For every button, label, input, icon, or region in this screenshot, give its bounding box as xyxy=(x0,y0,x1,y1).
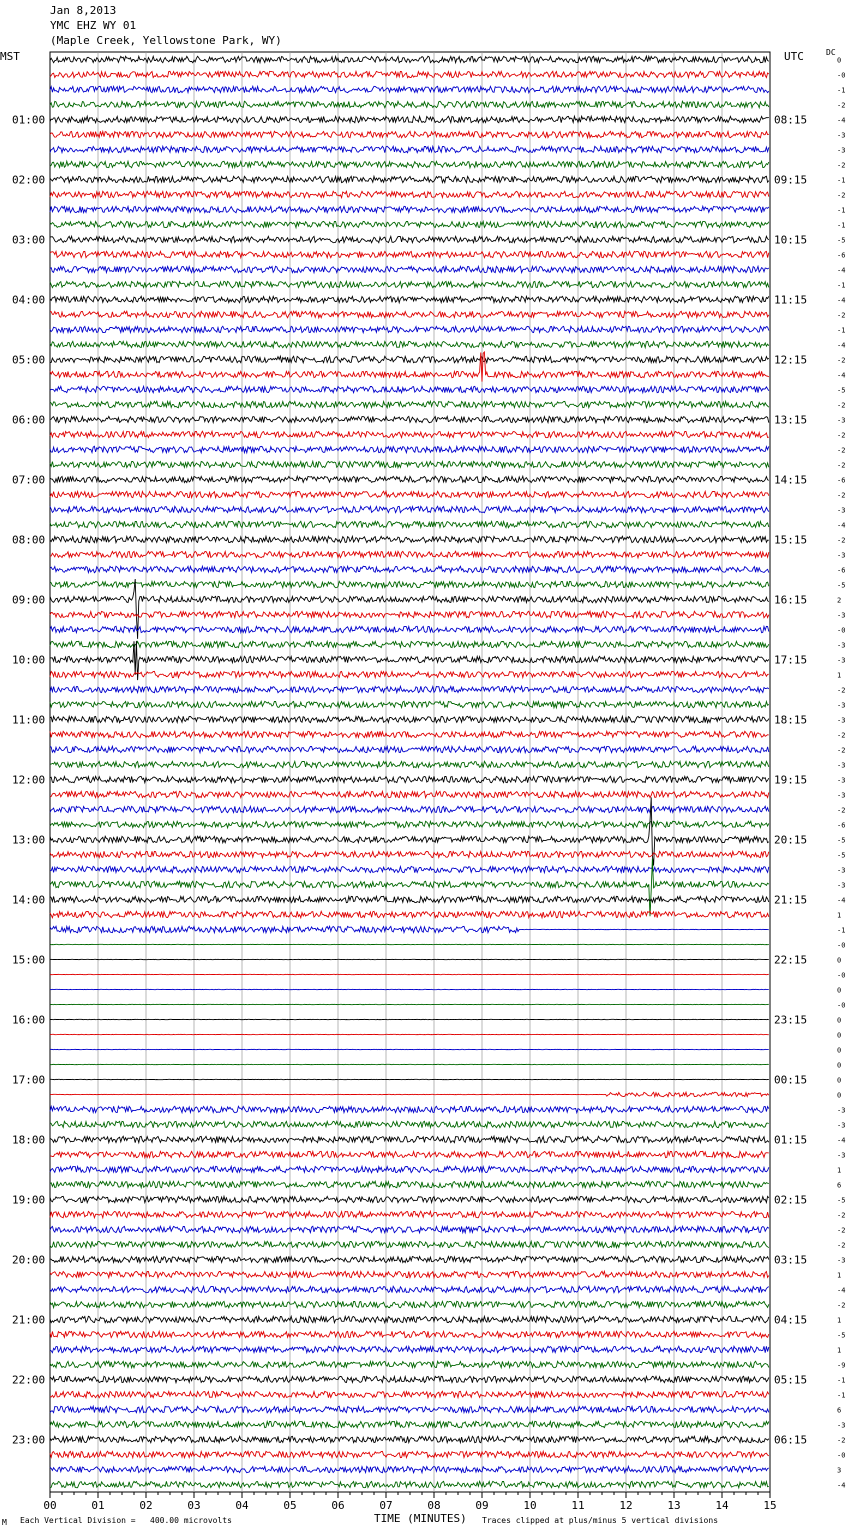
trace-row xyxy=(50,1481,769,1487)
right-hour-label: 10:15 xyxy=(774,233,808,247)
dc-offset-label: -2 xyxy=(837,101,846,110)
trace-row xyxy=(50,251,769,257)
trace-row xyxy=(50,446,769,452)
trace-row xyxy=(50,626,769,632)
trace-row xyxy=(50,1436,769,1442)
dc-offset-label: -1 xyxy=(837,1391,846,1400)
station-location: (Maple Creek, Yellowstone Park, WY) xyxy=(50,34,282,47)
dc-offset-label: -2 xyxy=(837,191,846,200)
dc-offset-label: 0 xyxy=(837,1076,842,1085)
left-hour-label: 23:00 xyxy=(12,1433,46,1447)
dc-offset-label: -1 xyxy=(837,86,846,95)
trace-row xyxy=(50,521,769,527)
dc-offset-label: -5 xyxy=(837,1196,846,1205)
right-hour-label: 19:15 xyxy=(774,773,808,787)
trace-row xyxy=(50,311,769,317)
trace-row xyxy=(50,1226,769,1232)
dc-offset-label: -5 xyxy=(837,1331,846,1340)
left-hour-label: 02:00 xyxy=(12,173,46,187)
trace-row xyxy=(50,236,769,242)
dc-offset-label: -3 xyxy=(837,1121,846,1130)
dc-offset-label: -5 xyxy=(837,386,846,395)
left-hour-label: 13:00 xyxy=(12,833,46,847)
x-tick-label: 00 xyxy=(43,1499,57,1512)
left-hour-label: 22:00 xyxy=(12,1373,46,1387)
dc-offset-label: -3 xyxy=(837,656,846,665)
left-timezone-label: MST xyxy=(0,50,20,63)
left-hour-label: 16:00 xyxy=(12,1013,46,1027)
x-tick-label: 12 xyxy=(619,1499,633,1512)
trace-row xyxy=(50,896,769,902)
trace-row xyxy=(50,1181,769,1187)
dc-offset-label: 0 xyxy=(837,1091,842,1100)
right-hour-label: 08:15 xyxy=(774,113,808,127)
scale-note: Each Vertical Division = 400.00 microvolts xyxy=(20,1516,232,1525)
trace-row xyxy=(50,341,769,347)
dc-offset-label: -2 xyxy=(837,1211,846,1220)
right-hour-label: 05:15 xyxy=(774,1373,808,1387)
dc-offset-label: 3 xyxy=(837,1466,842,1475)
dc-offset-label: -2 xyxy=(837,446,846,455)
trace-row xyxy=(50,416,769,422)
dc-offset-header: DC xyxy=(826,48,836,57)
trace-row xyxy=(50,671,769,677)
dc-offset-label: -0 xyxy=(837,626,846,635)
right-hour-label: 21:15 xyxy=(774,893,808,907)
right-hour-label: 17:15 xyxy=(774,653,808,667)
left-hour-label: 12:00 xyxy=(12,773,46,787)
dc-offset-label: -3 xyxy=(837,881,846,890)
trace-row xyxy=(50,386,769,392)
trace-row xyxy=(50,401,769,407)
dc-offset-label: -3 xyxy=(837,776,846,785)
dc-offset-label: -3 xyxy=(837,761,846,770)
trace-row xyxy=(50,131,769,137)
trace-row xyxy=(50,1301,769,1307)
dc-offset-label: -3 xyxy=(837,131,846,140)
trace-row xyxy=(50,806,769,812)
dc-offset-label: -2 xyxy=(837,431,846,440)
dc-offset-label: -5 xyxy=(837,836,846,845)
trace-row xyxy=(50,1406,769,1412)
trace-row xyxy=(50,116,769,122)
dc-offset-label: -1 xyxy=(837,326,846,335)
left-hour-label: 08:00 xyxy=(12,533,46,547)
right-hour-label: 02:15 xyxy=(774,1193,808,1207)
x-tick-label: 13 xyxy=(667,1499,681,1512)
trace-row xyxy=(50,716,769,722)
dc-offset-label: -4 xyxy=(837,341,846,350)
left-hour-label: 18:00 xyxy=(12,1133,46,1147)
x-tick-label: 15 xyxy=(763,1499,777,1512)
trace-row xyxy=(50,1151,769,1157)
dc-offset-label: -3 xyxy=(837,1421,846,1430)
dc-offset-label: -5 xyxy=(837,581,846,590)
dc-offset-label: -2 xyxy=(837,806,846,815)
dc-offset-label: -6 xyxy=(837,566,846,575)
trace-row xyxy=(50,1196,769,1202)
trace-row xyxy=(50,206,769,212)
trace-row xyxy=(50,821,769,827)
trace-row xyxy=(50,1092,769,1097)
right-hour-label: 00:15 xyxy=(774,1073,808,1087)
trace-row xyxy=(50,551,769,557)
left-hour-label: 17:00 xyxy=(12,1073,46,1087)
trace-row xyxy=(50,1136,769,1142)
right-hour-label: 15:15 xyxy=(774,533,808,547)
dc-offset-label: -3 xyxy=(837,791,846,800)
trace-row xyxy=(50,1271,769,1277)
dc-offset-label: -2 xyxy=(837,161,846,170)
left-hour-label: 20:00 xyxy=(12,1253,46,1267)
left-hour-label: 04:00 xyxy=(12,293,46,307)
left-hour-label: 05:00 xyxy=(12,353,46,367)
dc-offset-label: 0 xyxy=(837,1046,842,1055)
trace-row xyxy=(50,686,769,692)
dc-offset-label: -0 xyxy=(837,971,846,980)
right-hour-label: 01:15 xyxy=(774,1133,808,1147)
clip-note: Traces clipped at plus/minus 5 vertical divisions xyxy=(482,1516,719,1525)
dc-offset-label: -2 xyxy=(837,356,846,365)
trace-row xyxy=(50,1241,769,1247)
trace-row xyxy=(50,146,769,152)
trace-row xyxy=(50,176,769,182)
trace-row xyxy=(50,776,769,782)
dc-offset-label: -4 xyxy=(837,521,846,530)
dc-offset-label: -1 xyxy=(837,176,846,185)
trace-row xyxy=(50,1106,769,1112)
trace-row xyxy=(50,701,769,707)
trace-row xyxy=(50,1391,769,1397)
right-hour-label: 11:15 xyxy=(774,293,808,307)
x-tick-label: 02 xyxy=(139,1499,153,1512)
right-timezone-label: UTC xyxy=(784,50,804,63)
dc-offset-label: 0 xyxy=(837,956,842,965)
dc-offset-label: 1 xyxy=(837,671,842,680)
dc-offset-label: -2 xyxy=(837,401,846,410)
dc-offset-label: -0 xyxy=(837,71,846,80)
dc-offset-label: -5 xyxy=(837,851,846,860)
trace-row xyxy=(50,1286,769,1292)
dc-offset-label: -3 xyxy=(837,641,846,650)
left-hour-label: 11:00 xyxy=(12,713,46,727)
trace-row xyxy=(50,1256,769,1262)
dc-offset-label: -1 xyxy=(837,1376,846,1385)
trace-row xyxy=(50,581,769,587)
dc-offset-label: -4 xyxy=(837,371,846,380)
dc-offset-label: -2 xyxy=(837,1301,846,1310)
dc-offset-label: -6 xyxy=(837,476,846,485)
dc-offset-label: 6 xyxy=(837,1406,842,1415)
right-hour-label: 16:15 xyxy=(774,593,808,607)
trace-row xyxy=(50,791,769,797)
dc-offset-label: 0 xyxy=(837,1016,842,1025)
x-tick-label: 06 xyxy=(331,1499,345,1512)
dc-offset-label: 0 xyxy=(837,1031,842,1040)
right-hour-label: 06:15 xyxy=(774,1433,808,1447)
trace-row xyxy=(50,1331,769,1337)
dc-offset-label: -4 xyxy=(837,896,846,905)
trace-row xyxy=(50,746,769,752)
trace-row xyxy=(50,461,769,467)
dc-offset-label: -3 xyxy=(837,1256,846,1265)
left-hour-label: 21:00 xyxy=(12,1313,46,1327)
x-tick-label: 07 xyxy=(379,1499,393,1512)
trace-row xyxy=(50,191,769,197)
dc-offset-label: 1 xyxy=(837,1316,842,1325)
trace-row xyxy=(50,926,769,932)
dc-offset-label: 1 xyxy=(837,1271,842,1280)
dc-offset-label: -0 xyxy=(837,1001,846,1010)
right-hour-label: 18:15 xyxy=(774,713,808,727)
plot-date: Jan 8,2013 xyxy=(50,4,117,17)
dc-offset-label: -0 xyxy=(837,941,846,950)
trace-row xyxy=(50,866,769,872)
right-hour-label: 13:15 xyxy=(774,413,808,427)
left-hour-label: 07:00 xyxy=(12,473,46,487)
x-tick-label: 09 xyxy=(475,1499,489,1512)
dc-offset-label: -3 xyxy=(837,716,846,725)
trace-row xyxy=(50,536,769,542)
right-hour-label: 04:15 xyxy=(774,1313,808,1327)
x-tick-label: 03 xyxy=(187,1499,201,1512)
dc-offset-label: 1 xyxy=(837,1166,842,1175)
dc-offset-label: -4 xyxy=(837,296,846,305)
trace-row xyxy=(50,431,769,437)
left-hour-label: 01:00 xyxy=(12,113,46,127)
dc-offset-label: -6 xyxy=(837,251,846,260)
dc-offset-label: -3 xyxy=(837,551,846,560)
dc-offset-label: -1 xyxy=(837,221,846,230)
dc-offset-label: -6 xyxy=(837,821,846,830)
trace-row xyxy=(50,86,769,92)
trace-row xyxy=(50,1421,769,1427)
dc-offset-label: -3 xyxy=(837,506,846,515)
dc-offset-label: -3 xyxy=(837,701,846,710)
x-tick-label: 08 xyxy=(427,1499,441,1512)
trace-row xyxy=(50,71,769,77)
left-hour-label: 19:00 xyxy=(12,1193,46,1207)
dc-offset-label: -5 xyxy=(837,236,846,245)
dc-offset-label: -3 xyxy=(837,146,846,155)
trace-row xyxy=(50,56,769,62)
right-hour-label: 14:15 xyxy=(774,473,808,487)
left-hour-label: 10:00 xyxy=(12,653,46,667)
dc-offset-label: -4 xyxy=(837,116,846,125)
trace-row xyxy=(50,491,769,497)
trace-row xyxy=(50,1346,769,1352)
trace-row xyxy=(50,1466,769,1472)
x-tick-label: 05 xyxy=(283,1499,297,1512)
trace-row xyxy=(50,1121,769,1127)
right-hour-label: 23:15 xyxy=(774,1013,808,1027)
trace-row xyxy=(50,1376,769,1382)
x-tick-label: 01 xyxy=(91,1499,105,1512)
trace-row xyxy=(50,1211,769,1217)
trace-row xyxy=(50,356,769,362)
left-hour-label: 14:00 xyxy=(12,893,46,907)
trace-row xyxy=(50,506,769,512)
corner-mark: M xyxy=(2,1518,7,1527)
dc-offset-label: -4 xyxy=(837,1481,846,1490)
dc-offset-label: -2 xyxy=(837,461,846,470)
right-hour-label: 12:15 xyxy=(774,353,808,367)
dc-offset-label: 1 xyxy=(837,1346,842,1355)
trace-row xyxy=(50,281,769,287)
right-hour-label: 22:15 xyxy=(774,953,808,967)
dc-offset-label: -2 xyxy=(837,1241,846,1250)
trace-row xyxy=(50,296,769,302)
trace-row xyxy=(50,161,769,167)
right-hour-label: 09:15 xyxy=(774,173,808,187)
dc-offset-label: -9 xyxy=(837,1361,846,1370)
dc-offset-label: 2 xyxy=(837,596,842,605)
dc-offset-label: -2 xyxy=(837,1226,846,1235)
trace-row xyxy=(50,266,769,272)
left-hour-label: 06:00 xyxy=(12,413,46,427)
dc-offset-label: -1 xyxy=(837,926,846,935)
x-tick-label: 14 xyxy=(715,1499,729,1512)
dc-offset-label: -3 xyxy=(837,1151,846,1160)
trace-row xyxy=(50,101,769,107)
dc-offset-label: -0 xyxy=(837,1451,846,1460)
dc-offset-label: -2 xyxy=(837,1436,846,1445)
trace-row xyxy=(50,731,769,737)
dc-offset-label: -3 xyxy=(837,416,846,425)
x-tick-label: 04 xyxy=(235,1499,249,1512)
right-hour-label: 20:15 xyxy=(774,833,808,847)
dc-offset-label: -2 xyxy=(837,311,846,320)
left-hour-label: 15:00 xyxy=(12,953,46,967)
dc-offset-label: -4 xyxy=(837,266,846,275)
right-hour-label: 03:15 xyxy=(774,1253,808,1267)
x-tick-label: 11 xyxy=(571,1499,585,1512)
dc-offset-label: -2 xyxy=(837,686,846,695)
trace-row xyxy=(50,611,769,617)
dc-offset-label: 0 xyxy=(837,56,842,65)
dc-offset-label: -2 xyxy=(837,491,846,500)
trace-row xyxy=(50,911,769,917)
trace-row xyxy=(50,1361,769,1367)
trace-row xyxy=(50,641,769,647)
dc-offset-label: -3 xyxy=(837,866,846,875)
dc-offset-label: -3 xyxy=(837,611,846,620)
trace-row xyxy=(50,566,769,572)
dc-offset-label: 0 xyxy=(837,1061,842,1070)
dc-offset-label: -3 xyxy=(837,1106,846,1115)
left-hour-label: 09:00 xyxy=(12,593,46,607)
trace-row xyxy=(50,221,769,227)
dc-offset-label: 6 xyxy=(837,1181,842,1190)
dc-offset-label: 1 xyxy=(837,911,842,920)
dc-offset-label: -1 xyxy=(837,281,846,290)
dc-offset-label: 0 xyxy=(837,986,842,995)
trace-row xyxy=(50,352,769,382)
trace-row xyxy=(50,1316,769,1322)
dc-offset-label: -2 xyxy=(837,731,846,740)
dc-offset-label: -2 xyxy=(837,746,846,755)
trace-row xyxy=(50,851,769,857)
trace-row xyxy=(50,326,769,332)
trace-row xyxy=(50,1166,769,1172)
x-axis-title: TIME (MINUTES) xyxy=(374,1512,467,1525)
trace-row xyxy=(50,476,769,482)
dc-offset-label: -4 xyxy=(837,1286,846,1295)
dc-offset-label: -1 xyxy=(837,206,846,215)
dc-offset-label: -2 xyxy=(837,536,846,545)
dc-offset-label: -4 xyxy=(837,1136,846,1145)
trace-row xyxy=(50,761,769,767)
station-name: YMC EHZ WY 01 xyxy=(50,19,137,32)
x-tick-label: 10 xyxy=(523,1499,537,1512)
left-hour-label: 03:00 xyxy=(12,233,46,247)
trace-row xyxy=(50,1451,769,1457)
